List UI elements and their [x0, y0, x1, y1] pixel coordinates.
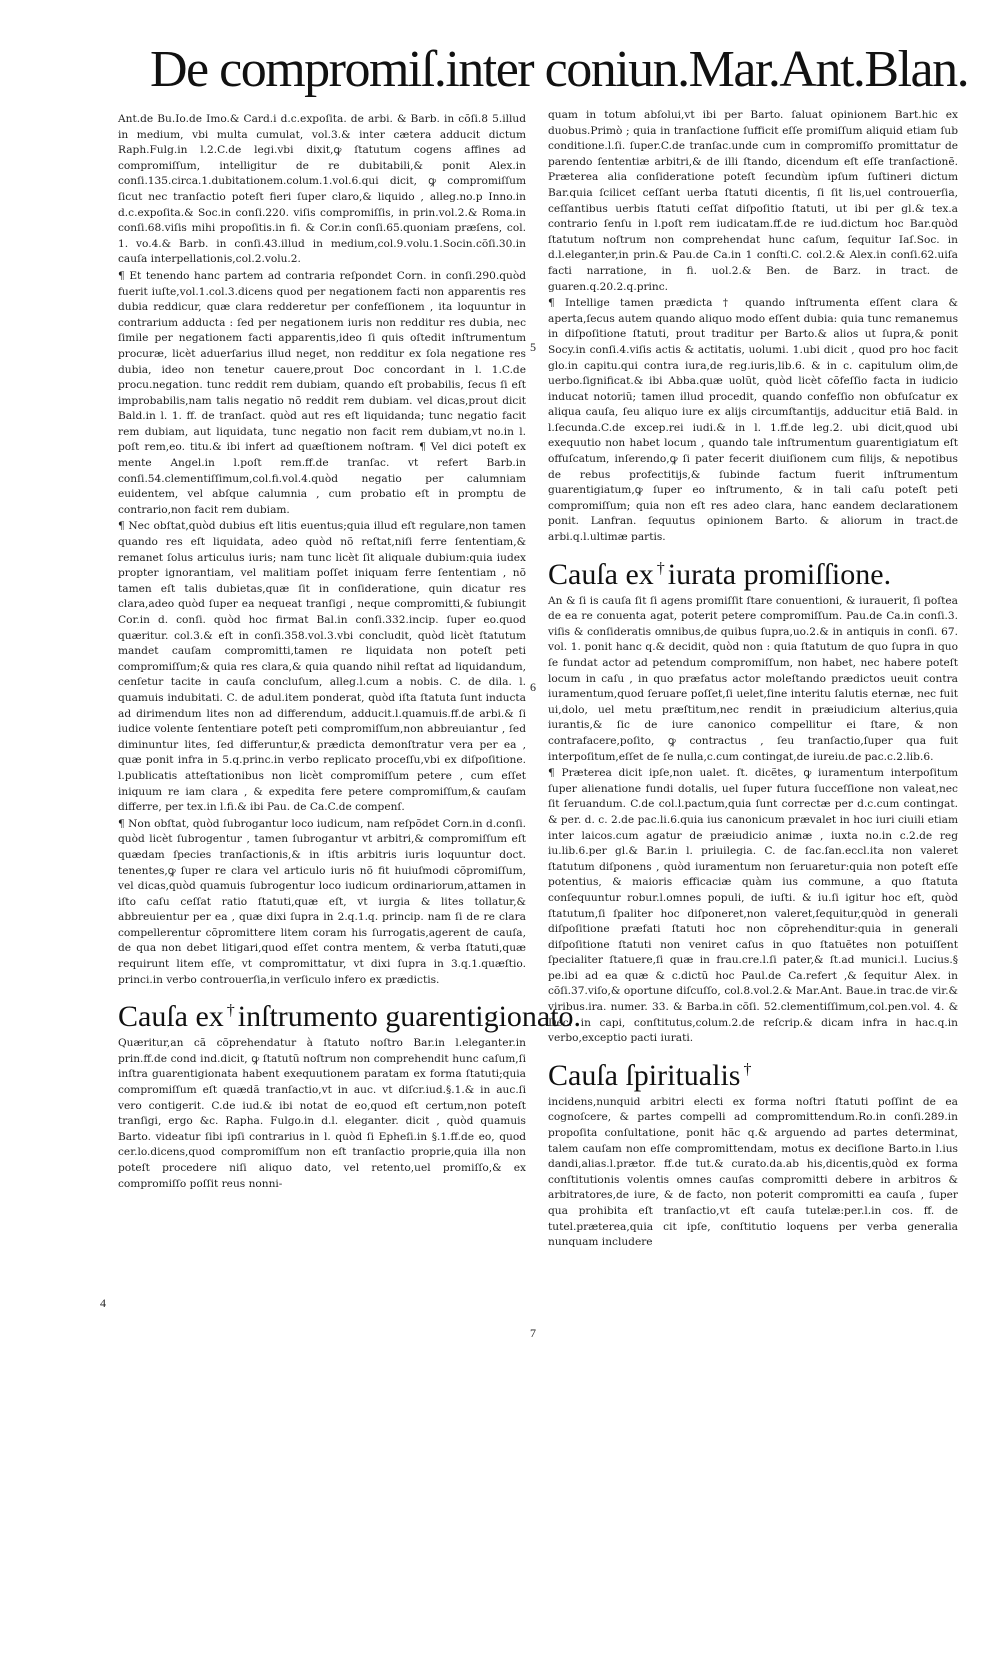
running-title: De compromiſ.inter coniun.Mar.Ant.Blan.	[150, 41, 969, 98]
right-paragraph-4: ¶ Præterea dicit ipſe,non ualet. ſt. dicẽtes, ꝙ iuramentum interpoſitum ſuper alienatione fundi dotalis, uel ſuper futura ſucceſſione non valeat,nec ſit ſeruandum. C.de col.l.pactum,quia ſunt correctæ per d.c.cum contingat. & per. d. c. 2.de pac.li.6.quia ius canonicum prævalet in hoc iuri ciuili etiam inter laicos.cum agatur de præiudicio animæ , iuxta no.in c.2.de reg iu.lib.6.per gl.& Bar.in l. priuilegia. C. de ſac.ſan.eccl.ita non valeret ſtatutum diſponens , quòd iuramentum non ſeruaretur:quia non poteſt eſſe potentius, & maioris efficaciæ quàm ius commune, a quo ſtatuta conſequuntur robur.l.omnes populi, de iuſti. & iu.ſi igitur hoc eſt, quòd ſtatutum,ſi ſpaliter hoc diſponeret,non valeret,ſequitur,quòd in generali diſpoſitione præfati ſtatuti hoc non cõprehenditur:quia in generali diſpoſitione ſtatuti non veniret caſus in quo ſtatuẽtes non potuiſſent ſpecialiter ſtatuere,ſi quæ in frau.cre.l.ſi pater,& ſt.ad munici.l. Lucius.§ pe.ibi ad ea quæ & c.dictũ hoc Paul.de Ca.refert ,& ſequitur Alex. in cõſi.37.viſo,& oportune diſcuſſo, col.8.vol.2.& Mar.Ant. Baue.in trac.de vir.& viribus.ira. numer. 33. & Barba.in cõſi. 52.clementiſſimum,col.pen.vol. 4. & Dec. in capi, conſtitutus,colum.2.de reſcrip.& dicam infra in hac.q.in verbo,exceptio pacti iurati.	[548, 767, 958, 1045]
right-paragraph-3: An & ſi is cauſa ſit ſi agens promiſſit ſtare conuentioni, & iurauerit, ſi poſtea de ea re conuenta agat, poterit petere compromiſſum. Pau.de Ca.in conſi.3. viſis & conſideratis omnibus,de quibus ſupra,uo.2.& in antiquis in conſi. 67. vol. 1. ponit hanc q.& decidit, quòd non : quia ſtatutum de quo ſupra in quo ſe fundat actor ad petendum compromiſſum, non habet, nec habere poteſt locum in caſu , in quo præfatus actor moleſtando prædictos ueuit contra iuramentum,quod ſeruare poſſet,ſi uelet,ſine interitu ſalutis eternæ, nec fuit ui,dolo, uel metu præſtitum,nec rendit in præiudicium alterius,quia iurantis,& ſic de iure canonico compellitur ei ſtare, & non contrafacere,poſito, ꝙ contractus , ſeu tranſactio,ſuper qua fuit interpoſitum,eſſet de ſe nulla,c.cum contingat,de iureiu.de pac.c.2.lib.6.	[548, 594, 958, 763]
section-heading-iurata	[548, 552, 958, 592]
dagger-mark: †	[226, 1002, 235, 1020]
left-paragraph-5: Quæritur,an cã cõprehendatur à ſtatuto noſtro Bar.in l.eleganter.in prin.ff.de cond ind.dicit, ꝙ ſtatutũ noſtrum non comprehendit hunc caſum,ſi inſtra guarentigionata habent exequutionem paratam ex forma ſtatuti;quia compromiſſum eſt quædã tranſactio,vt in auc. vt diſcr.iud.§.1.& in auc.ſi vero contigerit. C.de iud.& ibi notat de eo,quod eſt certum,non poteſt tranſigi, ergo &c. Rapha. Fulgo.in d.l. eleganter. dicit , quòd quamuis Barto. videatur ſibi ipſi contrarius in l. quòd ſi Epheſi.in §.1.ff.de eo, quod cer.lo.dicens,quod compromiſſum non eſt tranſactio proprie,quia illa non poteſt procedere niſi aliquo dato, vel retento,uel promiſſo,& ex compromiſſo poſſit reus nonni-	[118, 1037, 526, 1190]
left-column	[118, 112, 582, 1642]
dagger-mark: †	[743, 1060, 752, 1078]
heading-instrumento-lead: Cauſa ex	[118, 1000, 224, 1034]
section-heading-spiritualis	[548, 1053, 958, 1093]
heading-spiritualis-lead: Cauſa ſpiritualis	[548, 1058, 741, 1092]
left-paragraph-3: ¶ Nec obſtat,quòd dubius eſt litis euentus;quia illud eſt regulare,non tamen quando res eſt liquidata, adeo quòd nõ reſtat,niſi ferre ſententiam,& remanet ſolus articulus iuris; nam tunc licèt ſit aliquale dubium:quia iudex propter ignorantiam, vel malitiam poſſet iniquam ferre ſententiam , nõ tamen eſt talis dubietas,quæ ſit in conſideratione, quin dicatur res clara,adeo quòd ſuper ea nequeat tranſigi , neque compromitti,& ſubiungit Cor.in d. conſi. quòd hoc firmat Bal.in conſi.332.incip. ſuper eo.quod quæritur. col.3.& eſt in conſi.358.vol.3.vbi concludit, quòd licèt ſtatutum mandet cauſam compromitti,tamen re liquidata non poteſt peti compromiſſum;& quia res clara,& quia quando nihil reſtat ad liquidandum, cenſetur tacite in cauſa concluſum, alleg.l.cum a nobis. C. de dila. l. quamuis indubitati. C. de adul.item ponderat, quòd iſta ſtatuta ſunt inducta ad dirimendum lites non ad differendum, adducit.l.quamuis.ff.de arbi.& ſi iudice volente ſententiare poteſt peti compromiſſum,non abbreuiantur , ſed diminuntur lites, ſed differuntur,& prædicta demonſtratur vera per ea , quæ ponit infra in 5.q.princ.in verbo replicato proceſſu,vbi ex diſpoſitione. l.publicatis atteſtationibus non licèt compromiſſum petere , cum eſſet iniquum re iam clara , & expedita fere petere compromiſſum,& cauſam differre, per tex.in l.fi.& ibi Pau. de Ca.C.de compenſ.	[118, 520, 526, 814]
section-heading-instrumento	[118, 994, 582, 1034]
right-paragraph-5: incidens,nunquid arbitri electi ex forma noſtri ſtatuti poſſint de ea cognoſcere, & partes compelli ad compromittendum.Ro.in conſi.289.in propoſita conſultatione, ponit hãc q.& arguendo ad partes determinat, talem cauſam non eſſe compromittendam, motus ex deciſione Barto.in l.ius dandi,alias.l.prætor. ff.de tut.& curato.da.ab his,dicentis,quòd ex forma conſtitutionis volentis omnes cauſas compromitti debere in arbitros & arbitratores,de iure, & de facto, non poterit compromitti ea cauſa , ſuper qua prohibita eſt tranſactio,vt eſt cauſa tutelæ:per.l.in cos. ff. de tutel.præterea,quia cit ipſe, conſtitutio loquens per verba generalia nunquam includere	[548, 1095, 958, 1249]
heading-instrumento-rest: inſtrumento guarentigionato.	[237, 1000, 582, 1034]
margin-number-4: 4	[100, 1296, 106, 1310]
heading-iurata-rest: iurata promiſſione.	[667, 557, 892, 591]
right-column	[548, 108, 958, 1648]
right-paragraph-1: quam in totum abſolui,vt ibi per Barto. ſaluat opinionem Bart.hic ex duobus.Primò ; quia in tranſactione ſufficit eſſe promiſſum aliquid etiam ſub conditione.l.ſi. ſuper.C.de tranſac.unde cum in compromiſſo promittatur de parendo ſententiæ arbitri,& de illi ſtando, dicendum eſt eſſe tranſactionẽ. Præterea alia conſideratione poteſt ſecundùm ipſum ſuſtineri dictum Bar.quia ſcilicet ceſſant uerba ſtatuti dicentis, ſi ſit lis,uel controuerſia, ceſſantibus uerbis ſtatuti ceſſat diſpoſitio ſtatuti, ut ibi per gl.& tex.a contrario ſenſu in l.poſt rem iudicatam.ff.de re iud.dictum hoc Bar.quòd ſtatutum noſtrum non comprehendat hunc caſum, ſequitur Iaſ.Soc. in d.l.eleganter,in prin.& Pau.de Ca.in 1 conſti.C. col.2.& Alex.in conſi.62.uiſa facti narratione, in fi. uol.2.& Ben. de Barz. in tract. de guaren.q.20.2.q.princ.	[548, 109, 958, 293]
margin-number-5: 5	[530, 340, 536, 354]
left-paragraph-2: ¶ Et tenendo hanc partem ad contraria reſpondet Corn. in conſi.290.quòd fuerit iuſte,vol.1.col.3.dicens quod per negationem facti non apparentis res dubia reddicur, quæ clara redderetur per confeſſionem , ita loquuntur in contrarium adducta : ſed per negationem iuris non redditur res dubia, nec ſimile per negationem facti apparentis,ideo ſi quis oſtedit inſtrumentum procuræ, licèt aduerſarius illud neget, non redditur ex ſola negatione res dubia, ideo non tenetur cauere,prout Doc concordant in l. 1.C.de procu.negation. tunc reddit rem dubiam, quando eſt probabilis, ſecus ſi eſt improbabilis,nam talis negatio nõ reddit rem dubiam. vel dicas,prout dicit Bald.in l. 1. ff. de tranſact. quòd aut res eſt liquidanda; tunc negatio facit rem dubiam, aut liquidata, tunc negatio non facit rem dubiam,vt no.in l. poſt rem,eo. titu.& ibi infert ad quæſtionem noſtram. ¶ Vel dici poteſt ex mente Angel.in l.poſt rem.ff.de tranſac. vt refert Barb.in conſi.54.clementiſſimum,col.fi.vol.4.quòd negatio per calumniam euidentem, vel abſque calumnia , cum probatio eſt in promptu de contrario,non facit rem dubiam.	[118, 269, 526, 516]
right-paragraph-2: ¶ Intellige tamen prædicta † quando inſtrumenta eſſent clara & aperta,ſecus autem quando aliquo modo eſſent dubia: quia tunc remanemus in diſpoſitione ſtatuti, prout traditur per Barto.& alios ut ſupra,& ponit Socy.in conſi.4.viſis actis & actitatis, uolumi. 1.ubi dicit , quod pro hoc facit glo.in capitu.qui contra iura,de reg.iuris,lib.6. & in c. capitulum olim,de uerbo.ſignificat.& ibi Abba.quæ uolũt, quòd licèt cõfeſſio facta in iudicio inducat notoriũ; tamen illud procedit, quando confeſſio non obfuſcatur ex aliqua cauſa, ſeu aliquo iure ex alijs circumſtantijs, adducitur etiã Bald. in l.ſecunda.C.de excep.rei iudi.& in l. 1.ff.de leg.2. ubi dicit,quod ubi exequutio non habet locum , quando tale inſtrumentum guarentigiatum eſt offuſcatum, inſerendo,ꝙ ſi pater fecerit diuiſionem cum filijs, & nepotibus de rebus profectitijs,& ſubinde factum fuerit inſtrumentum guarentigiatum,ꝙ ſuper eo inſtrumento, & in tali caſu poteſt peti compromiſſum; quia non eſt res adeo clara, hanc eandem declarationem ponit. Lanfran. ſequutus opinionem Barto. & aliorum in tract.de arbi.q.l.ultimæ partis.	[548, 297, 958, 544]
heading-iurata-lead: Cauſa ex	[548, 557, 654, 591]
left-paragraph-4: ¶ Non obſtat, quòd ſubrogantur loco iudicum, nam reſpõdet Corn.in d.conſi. quòd licèt ſubrogentur , tamen ſubrogantur vt arbitri,& compromiſſum eſt quædam ſpecies tranſactionis,& in iſtis arbitris iuris loquuntur doct. tenentes,ꝙ ſuper re clara vel articulo iuris nõ fit huiuſmodi cõpromiſſum, vel dicas,quòd quamuis ſubrogentur loco iudicum ordinariorum,attamen in iſto caſu ceſſat ratio ſtatuti,quæ eſt, vt iurgia & lites tollatur,& abbreuientur per ea , quæ dixi ſupra in 2.q.1.q. princip. nam ſi de re clara compellerentur cõpromittere litem coram his ſurrogatis,agerent de cauſa, de qua non debet litigari,quod eſſet contra mentem, & verba ſtatuti,quæ requirunt litem eſſe, vt compromittatur, vt dixi ſupra in 3.q.1.quæſtio. princi.in verbo controuerſia,in verſiculo infero ex prædictis.	[118, 817, 526, 986]
margin-number-6: 6	[530, 680, 536, 694]
left-paragraph-1: Ant.de Bu.Io.de Imo.& Card.i d.c.expoſita. de arbi. & Barb. in cõſi.8 5.illud in medium, vbi multa cumulat, vol.3.& inter cætera adducit dictum Raph.Fulg.in l.2.C.de legi.vbi dixit,ꝙ ſtatutum cogens affines ad compromiſſum, intelligitur de re dubitabili,& ponit Alex.in conſi.135.circa.1.dubitationem.colum.1.vol.6.qui dicit, ꝙ compromiſſum ſicut nec tranſactio poteſt fieri ſuper claro,& liquido , alleg.no.p Inno.in d.c.expoſita.& Soc.in conſi.220. viſis compromiſſis, in prin.vol.2.& Roma.in conſi.68.viſis mihi propoſitis.in fi. & Cor.in conſi.65.quoniam præſens, col. 1. vo.4.& Barb. in conſi.43.illud in medium,col.9.volu.1.Socin.cõſi.30.in cauſa interpellationis,col.2.volu.2.	[118, 113, 526, 266]
dagger-mark: †	[656, 559, 665, 577]
margin-number-7: 7	[530, 1326, 536, 1340]
